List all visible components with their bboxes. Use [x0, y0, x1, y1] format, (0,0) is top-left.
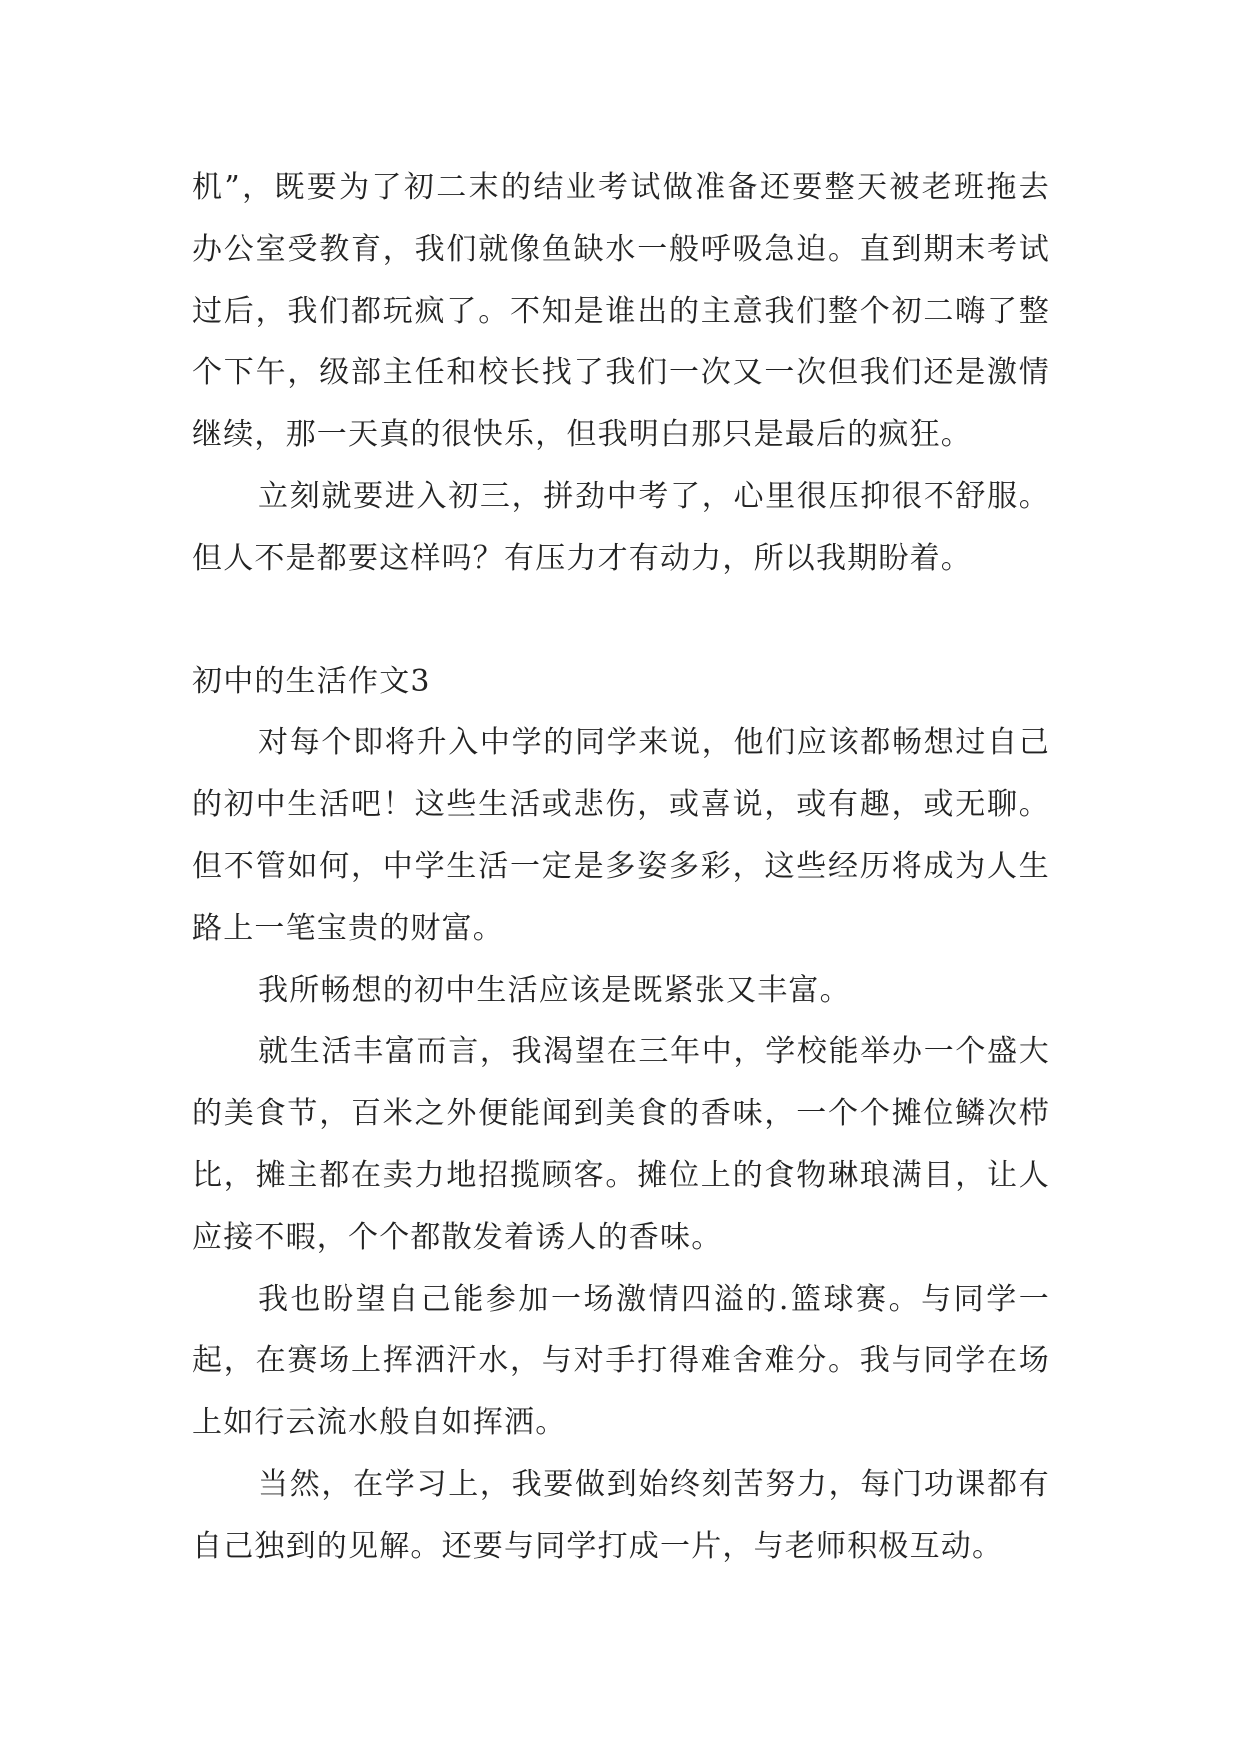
paragraph-continued: 机”，既要为了初二末的结业考试做准备还要整天被老班拖去办公室受教育，我们就像鱼缺水一般呼吸急迫。直到期末考试过后，我们都玩疯了。不知是谁出的主意我们整个初二嗨了整个下午，级部主任和校长找了我们一次又一次但我们还是激情继续，那一天真的很快乐，但我明白那只是最后的疯狂。	[192, 170, 1050, 453]
paragraph: 当然，在学习上，我要做到始终刻苦努力，每门功课都有自己独到的见解。还要与同学打成一片，与老师积极互动。	[192, 1466, 1050, 1564]
paragraph: 我也盼望自己能参加一场激情四溢的.篮球赛。与同学一起，在赛场上挥洒汗水，与对手打得难舍难分。我与同学在场上如行云流水般自如挥洒。	[192, 1281, 1050, 1441]
paragraph: 就生活丰富而言，我渴望在三年中，学校能举办一个盛大的美食节，百米之外便能闻到美食的香味，一个个摊位鳞次栉比，摊主都在卖力地招揽顾客。摊位上的食物琳琅满目，让人应接不暇，个个都散发着诱人的香味。	[192, 1034, 1050, 1255]
paragraph: 立刻就要进入初三，拼劲中考了，心里很压抑很不舒服。但人不是都要这样吗？有压力才有动力，所以我期盼着。	[192, 478, 1050, 576]
section-gap	[192, 590, 1050, 651]
section-title: 初中的生活作文3	[192, 663, 431, 699]
document-page	[192, 157, 1050, 1578]
paragraph: 我所畅想的初中生活应该是既紧张又丰富。	[258, 972, 851, 1008]
paragraph: 对每个即将升入中学的同学来说，他们应该都畅想过自己的初中生活吧！这些生活或悲伤，或喜说，或有趣，或无聊。但不管如何，中学生活一定是多姿多彩，这些经历将成为人生路上一笔宝贵的财富。	[192, 725, 1050, 946]
